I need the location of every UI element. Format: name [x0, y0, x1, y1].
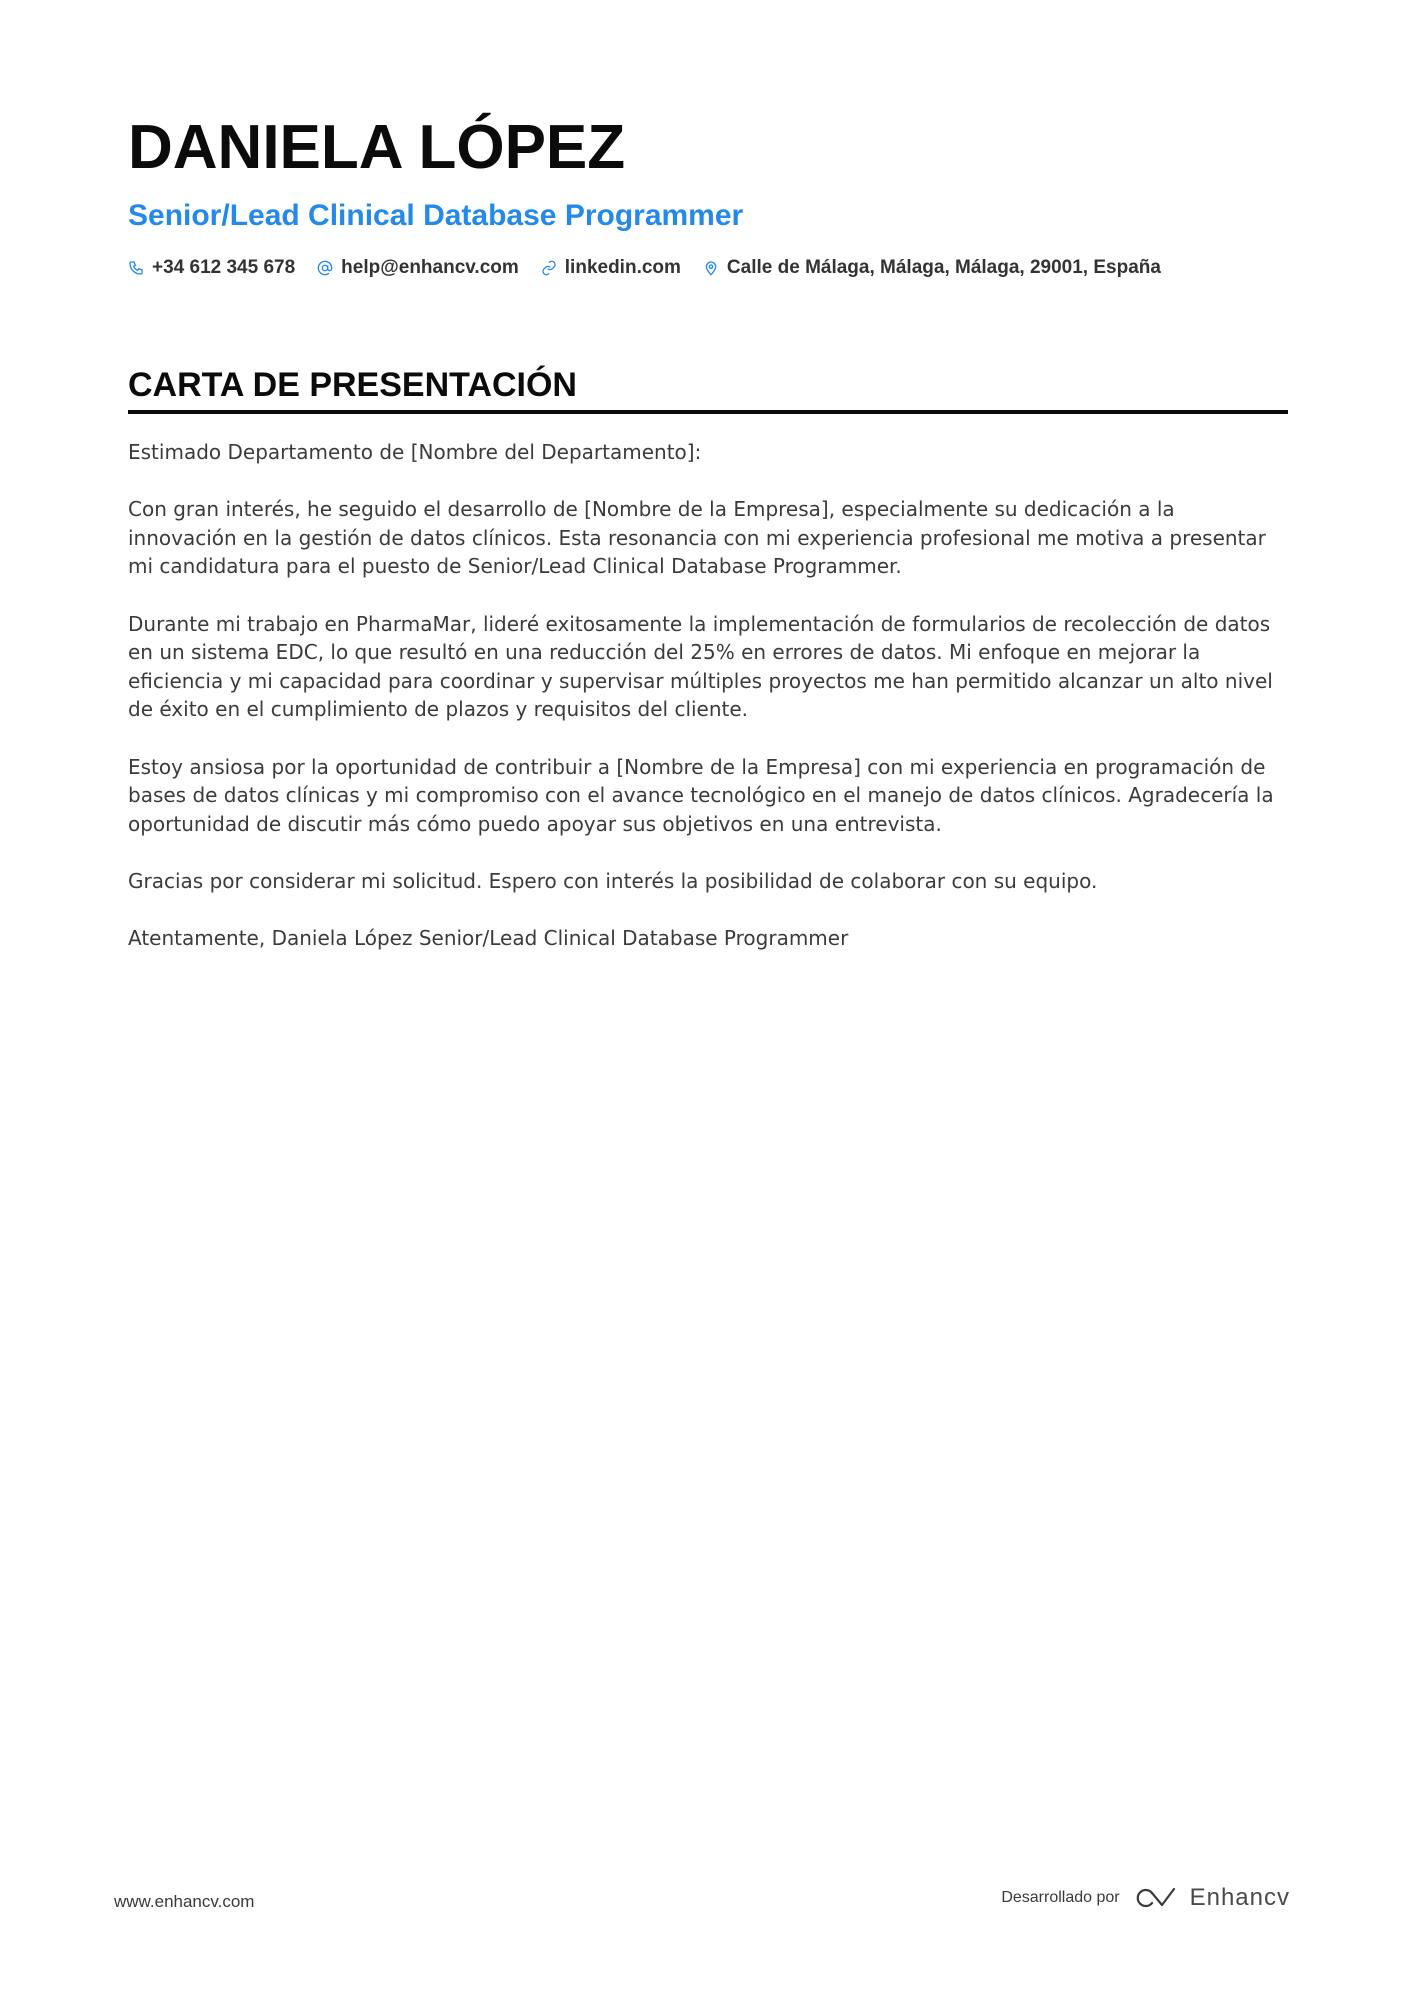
- contact-linkedin[interactable]: [541, 256, 681, 280]
- letter-paragraph: Con gran interés, he seguido el desarrollo de [Nombre de la Empresa], especialmente su dedicación a la innovación en la gestión de datos clínicos. Esta resonancia con mi experiencia profesional me motiva a presentar mi candidatura para el puesto de Senior/Lead Clinical Database Programmer.: [128, 497, 1266, 579]
- brand-logo[interactable]: [1132, 1884, 1290, 1912]
- header: [128, 108, 1288, 280]
- letter-paragraph: Estoy ansiosa por la oportunidad de contribuir a [Nombre de la Empresa] con mi experiencia en programación de bases de datos clínicas y mi compromiso con el avance tecnológico en el manejo de datos clínicos. Agradecería la oportunidad de discutir más cómo puedo apoyar sus objetivos en una entrevista.: [128, 754, 1274, 836]
- contact-location: [703, 256, 1161, 280]
- enhancv-logo-icon: [1132, 1885, 1178, 1911]
- footer-branding: [1001, 1884, 1290, 1912]
- footer-website[interactable]: www.enhancv.com: [114, 1892, 255, 1911]
- brand-name: Enhancv: [1189, 1884, 1290, 1911]
- letter-paragraph: Durante mi trabajo en PharmaMar, lideré exitosamente la implementación de formularios de recolección de datos en un sistema EDC, lo que resultó en una reducción del 25% en errores de datos. Mi enfoque en mejorar la eficiencia y mi capacidad para coordinar y supervisar múltiples proyectos me han permitido alcanzar un alto nivel de éxito en el cumplimiento de plazos y requisitos del cliente.: [128, 611, 1273, 722]
- contact-phone[interactable]: [128, 256, 295, 280]
- letter-paragraph: Gracias por considerar mi solicitud. Espero con interés la posibilidad de colaborar con su equipo.: [128, 868, 1098, 893]
- phone-icon: [128, 260, 144, 276]
- link-icon: [541, 260, 557, 276]
- contact-bar: [128, 256, 1288, 280]
- section-title: CARTA DE PRESENTACIÓN: [128, 366, 577, 404]
- contact-email[interactable]: [317, 256, 519, 280]
- candidate-name: DANIELA LÓPEZ: [128, 113, 626, 182]
- contact-phone-text: +34 612 345 678: [152, 257, 296, 278]
- contact-linkedin-text: linkedin.com: [564, 257, 681, 278]
- location-pin-icon: [703, 260, 719, 276]
- letter-closing: Atentamente, Daniela López Senior/Lead Clinical Database Programmer: [128, 926, 849, 951]
- powered-by-label: Desarrollado por: [1001, 1889, 1120, 1906]
- section-divider: [128, 410, 1288, 414]
- letter-greeting: Estimado Departamento de [Nombre del Departamento]:: [128, 440, 702, 464]
- letter-body: [128, 438, 1288, 981]
- contact-email-text: help@enhancv.com: [341, 257, 519, 278]
- at-icon: [317, 260, 333, 276]
- contact-location-text: Calle de Málaga, Málaga, Málaga, 29001, España: [726, 257, 1161, 278]
- candidate-role: Senior/Lead Clinical Database Programmer: [128, 199, 744, 232]
